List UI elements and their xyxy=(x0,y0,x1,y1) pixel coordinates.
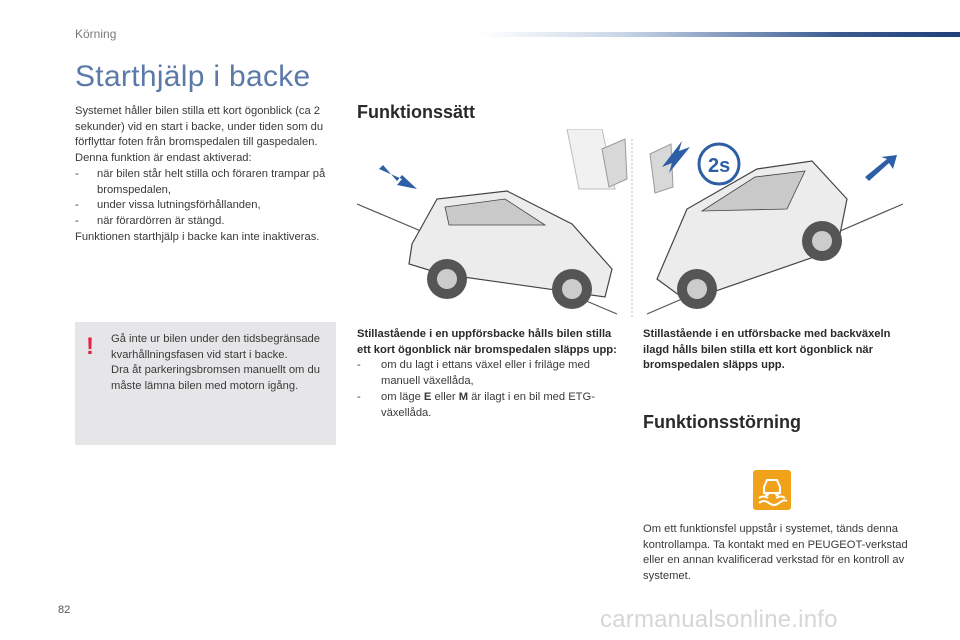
downhill-caption: Stillastående i en utförsbacke med backväxeln ilagd hålls bilen stilla ett kort ögonblick när bromspedalen släpps upp. xyxy=(643,328,891,372)
malfunction-text: Om ett funktionsfel uppstår i systemet, tänds denna kontrollampa. Ta kontakt med en PEUGEOT-verkstad eller en annan kvalificerad verkstad för en kontroll av systemet. xyxy=(643,523,908,583)
intro-condition-lead: Denna funktion är endast aktiverad: xyxy=(75,152,252,165)
intro-note: Funktionen starthjälp i backe kan inte inaktiveras. xyxy=(75,230,320,243)
list-item: - när förardörren är stängd. xyxy=(75,214,225,227)
two-seconds-badge: 2s xyxy=(708,155,731,177)
malfunction-heading: Funktionsstörning xyxy=(643,412,801,432)
intro-paragraph: Systemet håller bilen stilla ett kort ögonblick (ca 2 sekunder) vid en start i backe, under tiden som du förflyttar foten från bromspedalen till gaspedalen. xyxy=(75,105,324,149)
section-header: Körning xyxy=(75,27,117,41)
watermark: carmanualsonline.info xyxy=(600,606,838,633)
list-item: - när bilen står helt stilla och föraren trampar på bromspedalen, xyxy=(75,167,326,196)
warning-line-1: Gå inte ur bilen under den tidsbegränsade kvarhållningsfasen vid start i backe. xyxy=(111,333,320,361)
warning-line-2: Dra åt parkeringsbromsen manuellt om du måste lämna bilen med motorn igång. xyxy=(111,364,320,393)
header-rule xyxy=(478,32,960,37)
page-title: Starthjälp i backe xyxy=(75,60,311,93)
hill-assist-warning-icon xyxy=(753,470,791,510)
uphill-caption-lead: Stillastående i en uppförsbacke hålls bilen stilla ett kort ögonblick när bromspedalen släpps upp: xyxy=(357,328,617,356)
warning-icon: ! xyxy=(86,333,94,360)
operation-heading: Funktionssätt xyxy=(357,102,476,122)
list-item: - om läge E eller M är ilagt i en bil med ETG-växellåda. xyxy=(357,390,595,419)
intro-text xyxy=(75,104,345,245)
warning-text xyxy=(111,332,326,395)
list-item: - under vissa lutningsförhållanden, xyxy=(75,199,261,212)
list-item: - om du lagt i ettans växel eller i friläge med manuell växellåda, xyxy=(357,359,590,388)
hill-start-illustration xyxy=(357,129,903,317)
uphill-caption xyxy=(357,327,617,421)
page-number: 82 xyxy=(58,604,71,616)
